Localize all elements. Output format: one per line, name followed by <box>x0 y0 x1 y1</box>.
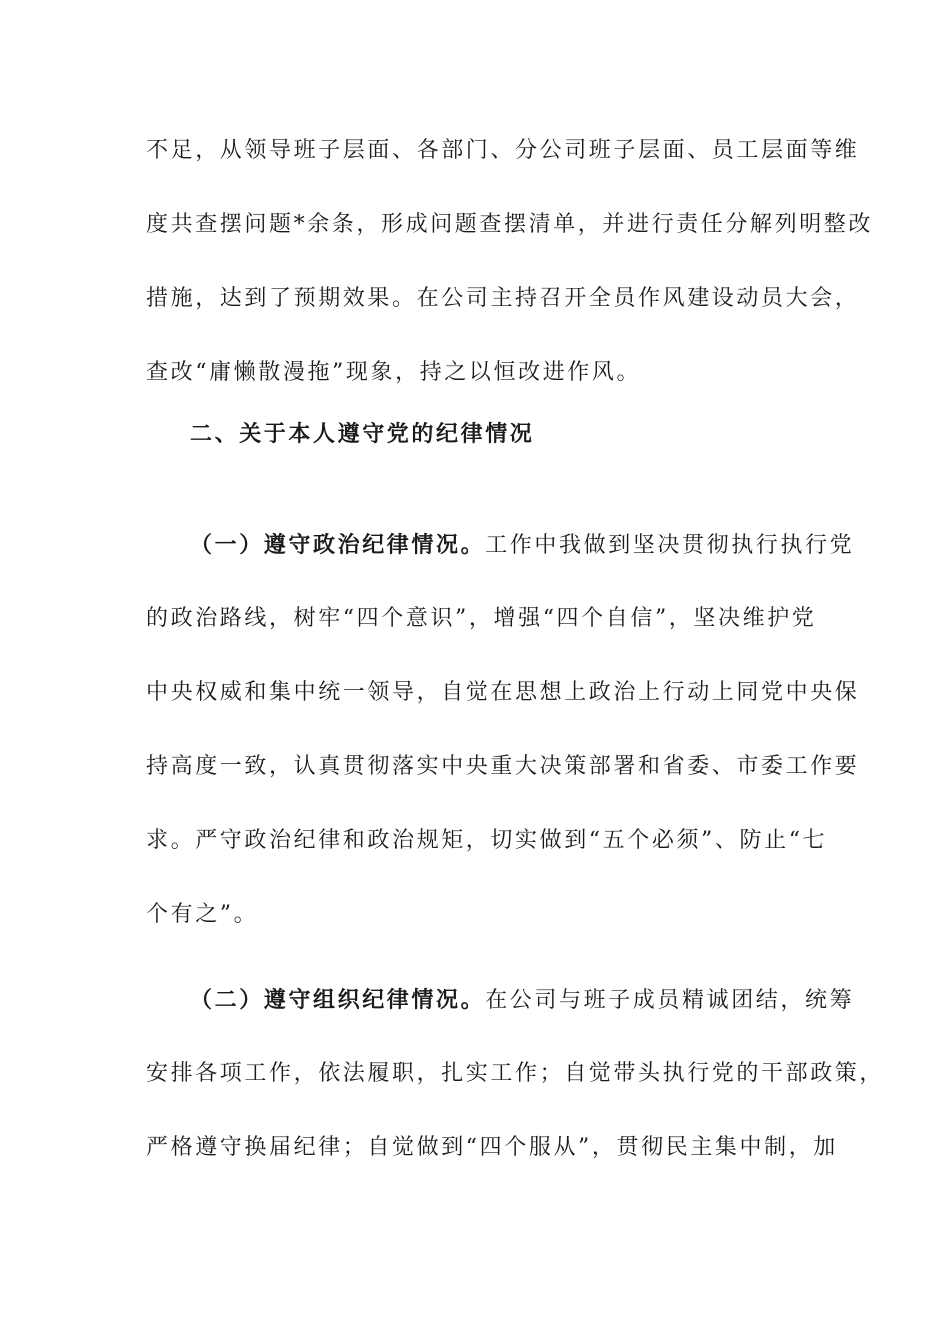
paragraph-line: 措施，达到了预期效果。在公司主持召开全员作风建设动员大会， <box>146 286 860 311</box>
paragraph-line: 不足，从领导班子层面、各部门、分公司班子层面、员工层面等维 <box>146 138 860 163</box>
paragraph-first-line <box>190 985 860 1016</box>
paragraph-text: 在公司与班子成员精诚团结，统筹 <box>485 988 855 1013</box>
paragraph-line: 严格遵守换届纪律；自觉做到“四个服从”，贯彻民主集中制，加 <box>146 1135 838 1160</box>
section-heading: 二、关于本人遵守党的纪律情况 <box>190 421 535 447</box>
paragraph-line: 持高度一致，认真贯彻落实中央重大决策部署和省委、市委工作要 <box>146 754 860 779</box>
paragraph-line: 中央权威和集中统一领导，自觉在思想上政治上行动上同党中央保 <box>146 680 860 705</box>
paragraph-line: 查改“庸懒散漫拖”现象，持之以恒改进作风。 <box>146 360 642 385</box>
paragraph-text: 工作中我做到坚决贯彻执行执行党 <box>485 533 855 558</box>
paragraph-lead: （二）遵守组织纪律情况。 <box>190 987 486 1013</box>
paragraph-line: 安排各项工作，依法履职，扎实工作；自觉带头执行党的干部政策， <box>146 1061 885 1086</box>
paragraph-first-line <box>190 530 860 561</box>
paragraph-line: 度共查摆问题*余条，形成问题查摆清单，并进行责任分解列明整改 <box>146 212 874 237</box>
paragraph-line: 个有之”。 <box>146 902 259 927</box>
paragraph-line: 的政治路线，树牢“四个意识”，增强“四个自信”，坚决维护党 <box>146 606 817 631</box>
paragraph-line: 求。严守政治纪律和政治规矩，切实做到“五个必须”、防止“七 <box>146 828 828 853</box>
paragraph-lead: （一）遵守政治纪律情况。 <box>190 532 486 558</box>
